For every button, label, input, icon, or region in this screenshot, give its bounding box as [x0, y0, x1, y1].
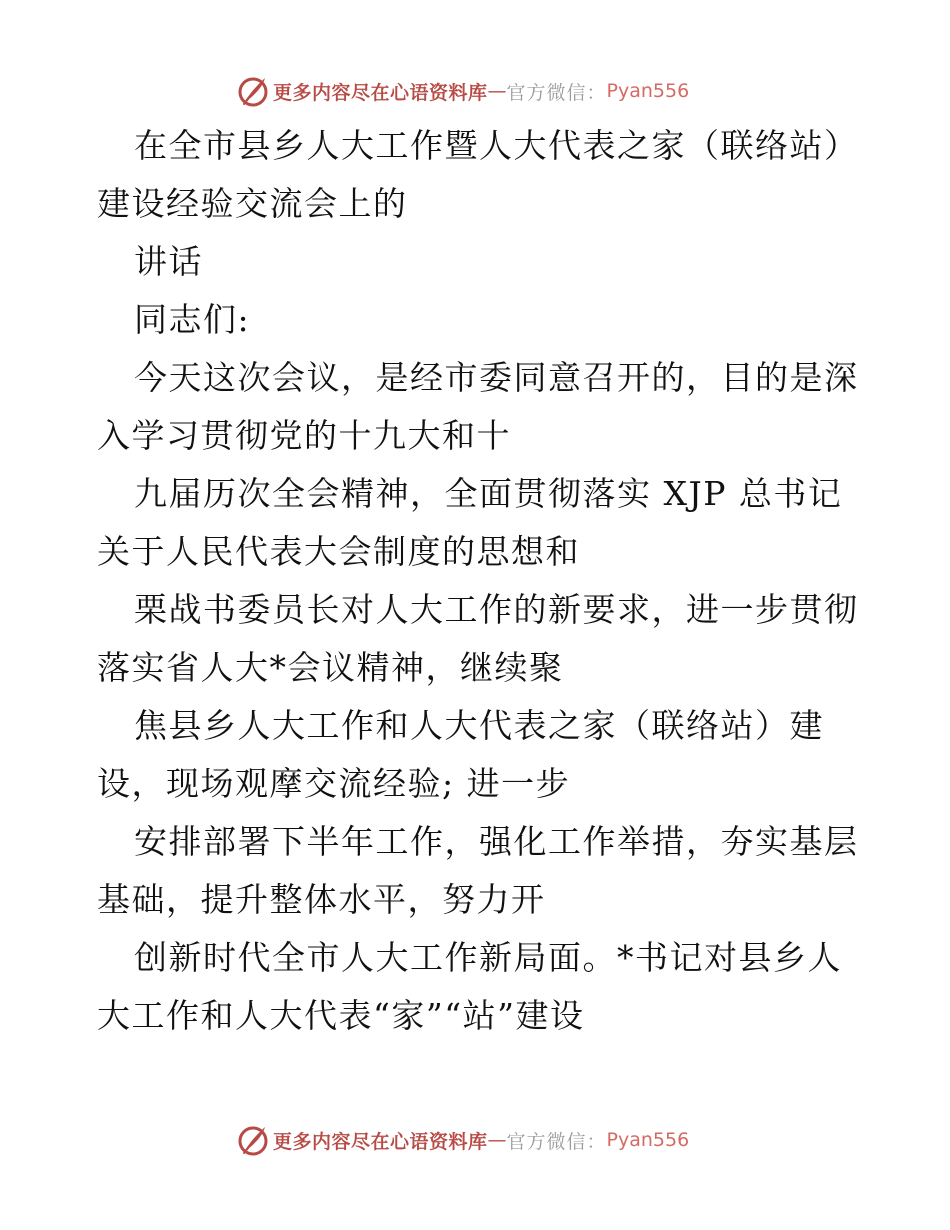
watermark-brand: 更多内容尽在心语资料库	[273, 1130, 488, 1153]
doc-body-line: 创新时代全市人大工作新局面。*书记对县乡人	[134, 938, 842, 977]
doc-body-line: 入学习贯彻党的十九大和十	[97, 416, 511, 455]
doc-body-line: 基础，提升整体水平，努力开	[97, 880, 546, 919]
doc-body-line: 落实省人大*会议精神，继续聚	[97, 648, 564, 687]
watermark-wechat-id: Pyan556	[606, 80, 690, 102]
doc-title-line-2: 建设经验交流会上的	[97, 184, 408, 223]
quill-pen-logo-icon	[236, 1123, 270, 1157]
watermark-official-label: 官方微信：	[506, 81, 607, 104]
doc-body-line: 栗战书委员长对人大工作的新要求，进一步贯彻	[134, 590, 859, 629]
header-watermark	[236, 74, 689, 108]
watermark-wechat-id: Pyan556	[606, 1129, 690, 1151]
doc-body-line: 安排部署下半年工作，强化工作举措，夯实基层	[134, 822, 859, 861]
doc-body-line: 九届历次全会精神，全面贯彻落实 XJP 总书记	[134, 474, 843, 513]
doc-title-line-1: 在全市县乡人大工作暨人大代表之家（联络站）	[134, 126, 859, 165]
quill-pen-logo-icon	[236, 74, 270, 108]
doc-body-line: 焦县乡人大工作和人大代表之家（联络站）建	[134, 706, 824, 745]
doc-body-line: 大工作和人大代表“家”“站”建设	[97, 996, 585, 1035]
watermark-brand: 更多内容尽在心语资料库	[273, 81, 488, 104]
doc-body-line: 今天这次会议，是经市委同意召开的，目的是深	[134, 358, 859, 397]
watermark-separator: —	[487, 80, 507, 102]
doc-body-line: 设，现场观摩交流经验; 进一步	[97, 764, 571, 803]
watermark-official-label: 官方微信：	[506, 1130, 607, 1153]
footer-watermark	[236, 1123, 689, 1157]
watermark-separator: —	[487, 1129, 507, 1151]
doc-body-line: 关于人民代表大会制度的思想和	[97, 532, 580, 571]
doc-title-line-3: 讲话	[134, 242, 203, 281]
doc-salutation: 同志们:	[134, 300, 251, 339]
